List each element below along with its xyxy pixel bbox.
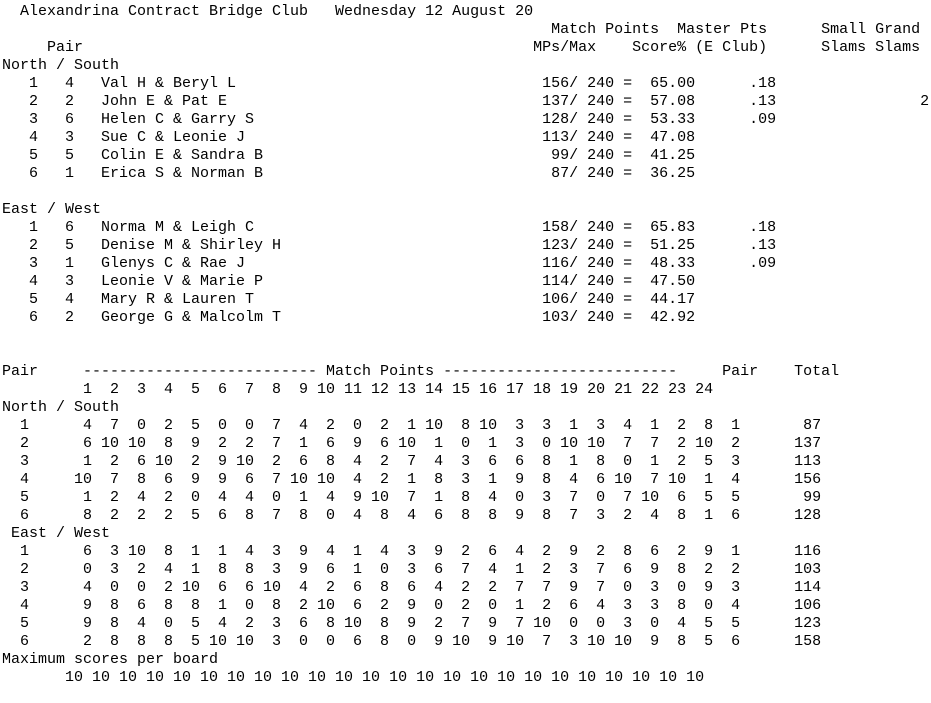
max-scores-row: 10 10 10 10 10 10 10 10 10 10 10 10 10 10 10 10 10 10 10 10 10 10 10 10: [2, 669, 705, 686]
ns-result-row: 6 1 Erica S & Norman B 87/ 240 = 36.25: [2, 165, 696, 182]
ew-result-row: 4 3 Leonie V & Marie P 114/ 240 = 47.50: [2, 273, 696, 290]
matrix-ns-row: 6 8 2 2 2 5 6 8 7 8 0 4 8 4 6 8 8 9 8 7 3 2 4 8 1 6 128: [2, 507, 822, 524]
column-header-top: Match Points Master Pts Small Grand: [2, 21, 921, 38]
ns-result-row: 1 4 Val H & Beryl L 156/ 240 = 65.00 .18: [2, 75, 777, 92]
matrix-title: Pair -------------------------- Match Points -------------------------- Pair Total: [2, 363, 840, 380]
ns-result-row: 4 3 Sue C & Leonie J 113/ 240 = 47.08: [2, 129, 696, 146]
matrix-ew-row: 4 9 8 6 8 8 1 0 8 2 10 6 2 9 0 2 0 1 2 6 4 3 3 8 0 4 106: [2, 597, 822, 614]
matrix-ew-row: 3 4 0 0 2 10 6 6 10 4 2 6 8 6 4 2 2 7 7 9 7 0 3 0 9 3 114: [2, 579, 822, 596]
matrix-ns-row: 5 1 2 4 2 0 4 4 0 1 4 9 10 7 1 8 4 0 3 7 0 7 10 6 5 5 99: [2, 489, 822, 506]
ew-result-row: 1 6 Norma M & Leigh C 158/ 240 = 65.83 .18: [2, 219, 777, 236]
ns-section-title: North / South: [2, 57, 120, 74]
matrix-ew-row: 1 6 3 10 8 1 1 4 3 9 4 1 4 3 9 2 6 4 2 9 2 8 6 2 9 1 116: [2, 543, 822, 560]
matrix-ns-row: 3 1 2 6 10 2 9 10 2 6 8 4 2 7 4 3 6 6 8 1 8 0 1 2 5 3 113: [2, 453, 822, 470]
matrix-ns-row: 2 6 10 10 8 9 2 2 7 1 6 9 6 10 1 0 1 3 0 10 10 7 7 2 10 2 137: [2, 435, 822, 452]
ew-section-title: East / West: [2, 201, 102, 218]
matrix-ew-title: East / West: [2, 525, 111, 542]
matrix-ns-title: North / South: [2, 399, 120, 416]
matrix-ew-row: 6 2 8 8 8 5 10 10 3 0 0 6 8 0 9 10 9 10 7 3 10 10 9 8 5 6 158: [2, 633, 822, 650]
ns-result-row: 5 5 Colin E & Sandra B 99/ 240 = 41.25: [2, 147, 696, 164]
ns-result-row: 3 6 Helen C & Garry S 128/ 240 = 53.33 .09: [2, 111, 777, 128]
column-header-bottom: Pair MPs/Max Score% (E Club) Slams Slams: [2, 39, 921, 56]
matrix-ns-row: 1 4 7 0 2 5 0 0 7 4 2 0 2 1 10 8 10 3 3 1 3 4 1 2 8 1 87: [2, 417, 822, 434]
matrix-board-numbers: 1 2 3 4 5 6 7 8 9 10 11 12 13 14 15 16 17 18 19 20 21 22 23 24: [2, 381, 714, 398]
matrix-ew-row: 2 0 3 2 4 1 8 8 3 9 6 1 0 3 6 7 4 1 2 3 7 6 9 8 2 2 103: [2, 561, 822, 578]
ew-result-row: 3 1 Glenys C & Rae J 116/ 240 = 48.33 .09: [2, 255, 777, 272]
matrix-ns-row: 4 10 7 8 6 9 9 6 7 10 10 4 2 1 8 3 1 9 8 4 6 10 7 10 1 4 156: [2, 471, 822, 488]
ns-result-row: 2 2 John E & Pat E 137/ 240 = 57.08 .13 2: [2, 93, 930, 110]
matrix-ew-row: 5 9 8 4 0 5 4 2 3 6 8 10 8 9 2 7 9 7 10 0 0 3 0 4 5 5 123: [2, 615, 822, 632]
ew-result-row: 5 4 Mary R & Lauren T 106/ 240 = 44.17: [2, 291, 696, 308]
ew-result-row: 2 5 Denise M & Shirley H 123/ 240 = 51.25 .13: [2, 237, 777, 254]
max-scores-title: Maximum scores per board: [2, 651, 219, 668]
report-title: Alexandrina Contract Bridge Club Wednesday 12 August 20: [2, 3, 534, 20]
ew-result-row: 6 2 George G & Malcolm T 103/ 240 = 42.92: [2, 309, 696, 326]
